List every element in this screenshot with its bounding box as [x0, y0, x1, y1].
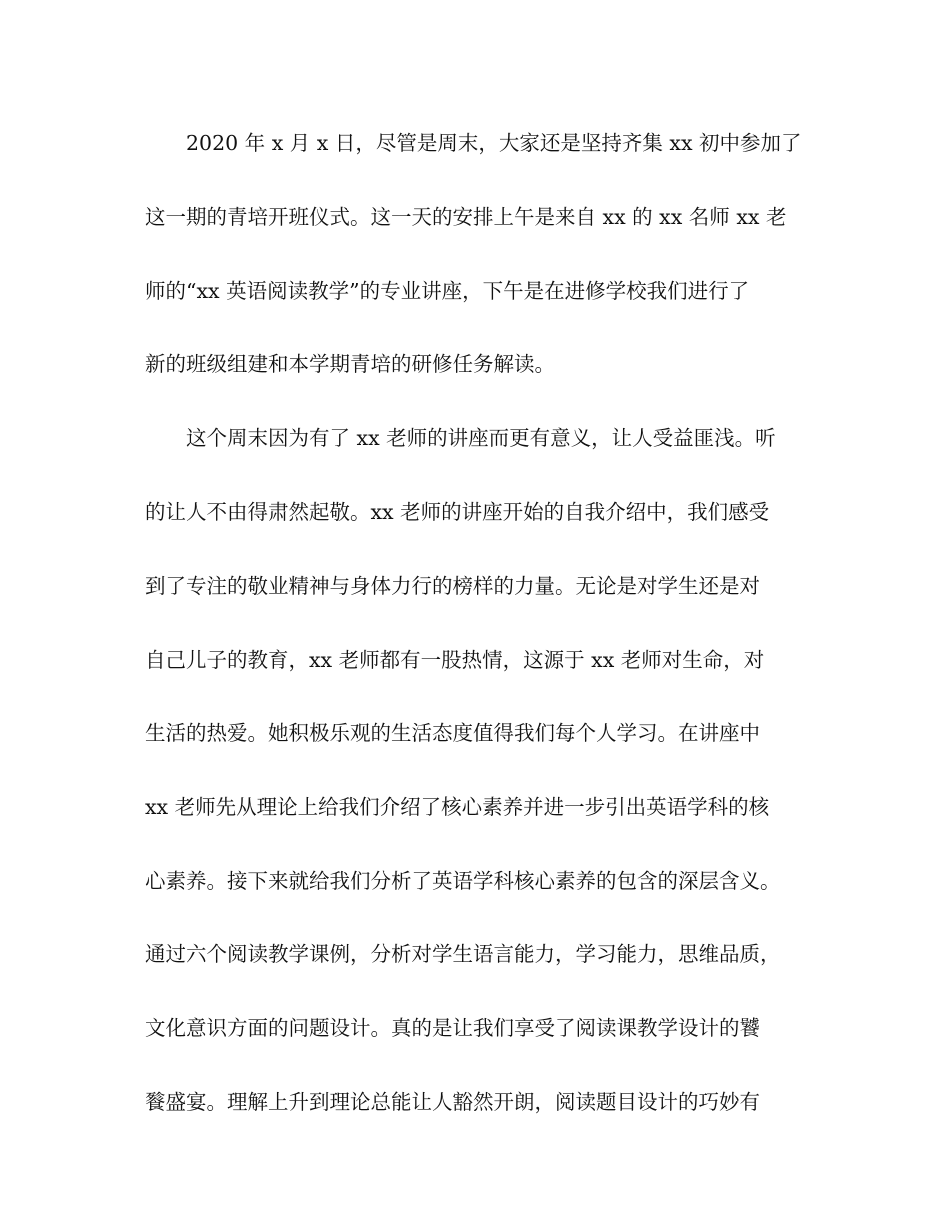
paragraph-2-line-3: 到了专注的敬业精神与身体力行的榜样的力量。无论是对学生还是对	[145, 574, 760, 598]
paragraph-1-line-3: 师的“xx 英语阅读教学”的专业讲座，下午是在进修学校我们进行了	[145, 279, 750, 303]
paragraph-2-line-6: xx 老师先从理论上给我们介绍了核心素养并进一步引出英语学科的核	[145, 795, 770, 819]
paragraph-2-line-2: 的让人不由得肃然起敬。xx 老师的讲座开始的自我介绍中，我们感受	[145, 500, 770, 524]
paragraph-2-line-10: 餮盛宴。理解上升到理论总能让人豁然开朗，阅读题目设计的巧妙有	[145, 1090, 760, 1114]
paragraph-1-line-1: 2020 年 x 月 x 日，尽管是周末，大家还是坚持齐集 xx 初中参加了	[186, 131, 802, 155]
paragraph-2-line-5: 生活的热爱。她积极乐观的生活态度值得我们每个人学习。在讲座中	[145, 721, 760, 745]
paragraph-2-line-4: 自己儿子的教育，xx 老师都有一股热情，这源于 xx 老师对生命，对	[145, 648, 765, 672]
paragraph-2-line-9: 文化意识方面的问题设计。真的是让我们享受了阅读课教学设计的饕	[145, 1016, 760, 1040]
paragraph-2-line-7: 心素养。接下来就给我们分析了英语学科核心素养的包含的深层含义。	[145, 869, 781, 893]
paragraph-1-line-2: 这一期的青培开班仪式。这一天的安排上午是来自 xx 的 xx 名师 xx 老	[145, 205, 787, 229]
paragraph-1-line-4: 新的班级组建和本学期青培的研修任务解读。	[145, 352, 555, 376]
paragraph-2-line-8: 通过六个阅读教学课例，分析对学生语言能力，学习能力，思维品质，	[145, 942, 781, 966]
paragraph-2-line-1: 这个周末因为有了 xx 老师的讲座而更有意义，让人受益匪浅。听	[186, 426, 776, 450]
